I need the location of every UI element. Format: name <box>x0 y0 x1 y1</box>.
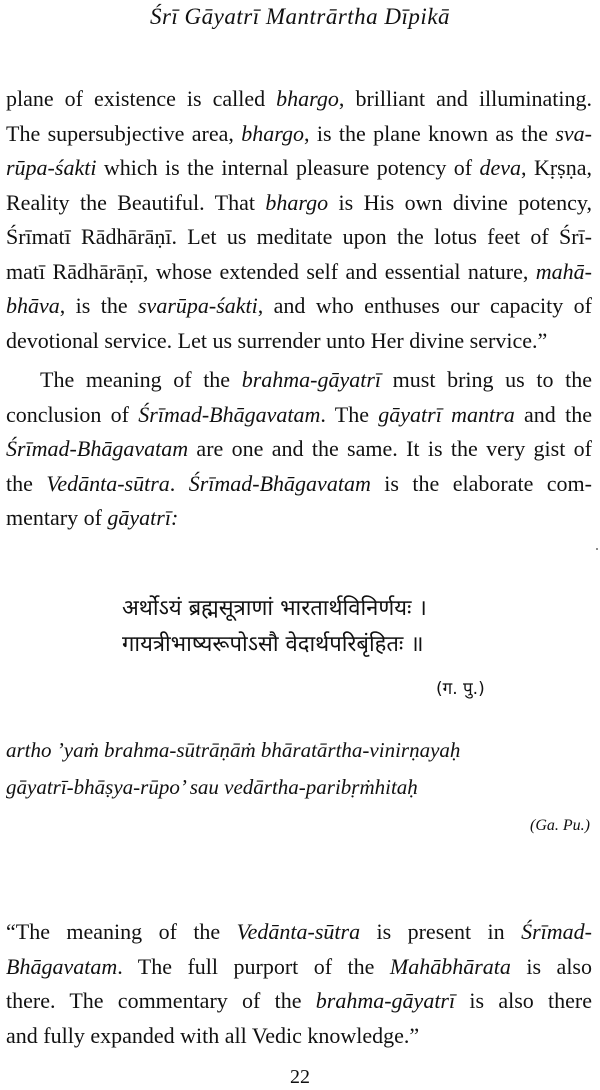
text-run: . The <box>320 401 379 427</box>
text-line <box>6 984 592 1019</box>
italic-run: gāyatrī mantra <box>378 401 515 427</box>
italic-run: deva <box>479 155 522 180</box>
paragraph-2 <box>6 363 592 536</box>
text-run: , is the <box>59 293 138 318</box>
devanagari-verse-line-1: अर्थोऽयं ब्रह्मसूत्राणां भारतार्थविनिर्णयः । <box>122 596 427 621</box>
text-run: , brilliant and illuminating. <box>338 86 592 111</box>
text-run: and fully expanded with all Vedic knowledge.” <box>6 1022 420 1048</box>
text-run: , is the plane known as the <box>304 120 556 146</box>
text-run: The supersubjective area, <box>6 120 242 146</box>
italic-run: mahā- <box>535 258 592 284</box>
text-line <box>6 151 592 186</box>
print-speck <box>596 548 598 550</box>
text-line <box>6 117 592 152</box>
text-line <box>6 255 592 290</box>
text-run: is His own divine potency, <box>328 189 593 215</box>
text-run: The meaning of the <box>40 367 242 392</box>
text-run: . The full purport of the <box>117 953 390 979</box>
text-line <box>6 82 592 117</box>
text-run: the <box>6 470 47 496</box>
italic-run: Śrīmad-Bhāgavatam <box>138 401 321 427</box>
text-run: “The meaning of the <box>6 919 237 944</box>
italic-run: rūpa-śakti <box>6 155 97 180</box>
italic-run: svarūpa-śakti <box>138 293 258 318</box>
italic-run: bhargo <box>276 86 339 111</box>
page-number: 22 <box>290 1066 310 1088</box>
paragraph-1 <box>6 82 592 358</box>
text-line <box>6 363 592 398</box>
text-line <box>6 915 592 950</box>
text-run: is also there <box>455 988 592 1013</box>
text-run: is also <box>510 953 592 979</box>
italic-run: Vedānta-sūtra <box>236 919 361 944</box>
italic-run: brahma-gāyatrī <box>241 367 382 392</box>
italic-run: bhargo <box>241 120 305 146</box>
text-run: Reality the Beautiful. That <box>6 189 266 215</box>
text-line <box>6 220 592 255</box>
text-run: , Kṛṣṇa, <box>521 155 592 180</box>
italic-run: Śrīmad- <box>521 919 592 944</box>
text-run: Śrīmatī Rādhārāṇī. Let us meditate upon the lotus feet of Śrī- <box>6 224 592 249</box>
italic-run: sva- <box>555 120 592 146</box>
transliteration-line-2: gāyatrī-bhāṣya-rūpo’ sau vedārtha-paribṛṁhitaḥ <box>6 775 418 799</box>
text-run: matī Rādhārāṇī, whose extended self and essential nature, <box>6 258 536 284</box>
italic-run: gāyatrī: <box>107 505 179 530</box>
text-run: mentary of <box>6 505 108 530</box>
text-run: plane of existence is called <box>6 86 277 111</box>
text-run: is present in <box>360 919 522 944</box>
text-line <box>6 1019 592 1054</box>
devanagari-verse-source: (ग. पु.) <box>436 679 485 699</box>
italic-run: brahma-gāyatrī <box>315 988 456 1013</box>
running-head: Śrī Gāyatrī Mantrārtha Dīpikā <box>149 4 451 29</box>
transliteration-source: (Ga. Pu.) <box>530 817 590 834</box>
text-line <box>6 432 592 467</box>
text-run: and the <box>514 401 592 427</box>
italic-run: Mahābhārata <box>389 953 511 979</box>
transliteration-line-1: artho ’yaṁ brahma-sūtrāṇāṁ bhāratārtha-vinirṇayaḥ <box>6 738 461 762</box>
text-run: conclusion of <box>6 401 139 427</box>
text-line <box>6 398 592 433</box>
text-run: is the elaborate com- <box>370 470 592 496</box>
text-line <box>6 289 592 324</box>
text-line <box>6 467 592 502</box>
italic-run: bhargo <box>265 189 329 215</box>
text-run: devotional service. Let us surrender unto Her divine service.” <box>6 327 548 353</box>
text-line <box>6 950 592 985</box>
text-run: , and who enthuses our capacity of <box>257 293 592 318</box>
italic-run: Vedānta-sūtra <box>46 470 170 496</box>
text-run: there. The commentary of the <box>6 988 316 1013</box>
italic-run: bhāva <box>6 293 60 318</box>
text-line <box>6 501 592 536</box>
text-line <box>6 186 592 221</box>
text-run: are one and the same. It is the very gist of <box>188 436 592 461</box>
text-run: must bring us to the <box>381 367 592 392</box>
paragraph-3 <box>6 915 592 1053</box>
italic-run: Śrīmad-Bhāgavatam <box>188 470 371 496</box>
text-line <box>6 324 592 359</box>
text-run: which is the internal pleasure potency of <box>96 155 480 180</box>
text-run: . <box>169 470 189 496</box>
devanagari-verse-line-2: गायत्रीभाष्यरूपोऽसौ वेदार्थपरिबृंहितः ॥ <box>122 632 424 657</box>
italic-run: Śrīmad-Bhāgavatam <box>6 436 189 461</box>
italic-run: Bhāgavatam <box>6 953 118 979</box>
